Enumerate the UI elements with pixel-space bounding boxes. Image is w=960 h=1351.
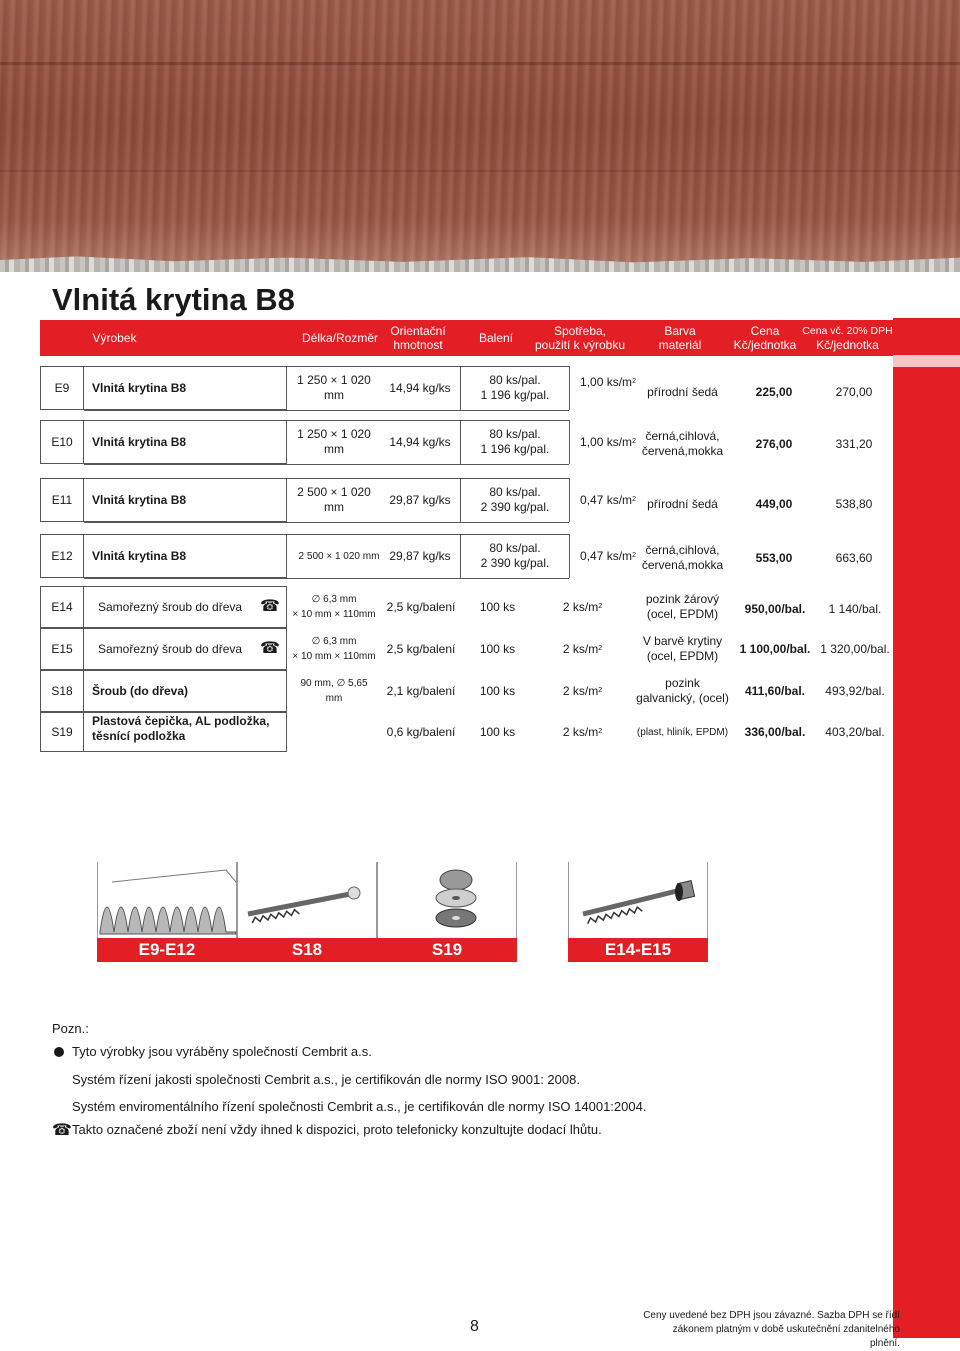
row-use: 2 ks/m 2 xyxy=(562,641,603,656)
row-price-vat: 538,80 xyxy=(835,496,873,511)
phone-icon: ☎ xyxy=(260,640,280,657)
row-pack: 100 ks xyxy=(479,683,516,698)
row-name: Šroub (do dřeva) xyxy=(92,683,189,698)
washer-cap-icon xyxy=(378,862,518,938)
page-number: 8 xyxy=(470,1318,479,1335)
row-weight: 29,87 kg/ks xyxy=(389,548,451,563)
row-dim: 2 500 × 1 020 mm xyxy=(297,485,371,514)
row-use: 2 ks/m 2 xyxy=(562,683,603,698)
row-weight: 29,87 kg/ks xyxy=(389,492,451,507)
row-weight: 2,1 kg/balení xyxy=(386,683,456,698)
row-price: 1 100,00/bal. xyxy=(739,641,811,656)
table-header xyxy=(40,320,893,356)
row-weight: 14,94 kg/ks xyxy=(389,434,451,449)
row-price: 225,00 xyxy=(755,384,793,399)
row-code: S19 xyxy=(40,712,84,752)
th-barva: Barva materiál xyxy=(658,324,702,352)
row-price-vat: 403,20/bal. xyxy=(825,724,885,739)
row-color: pozink žárový (ocel, EPDM) xyxy=(645,592,720,621)
roof-photo xyxy=(0,0,960,272)
bullet-icon xyxy=(54,1047,64,1057)
row-name: Vlnitá krytina B8 xyxy=(92,380,187,395)
page-title: Vlnitá krytina B8 xyxy=(52,282,295,317)
footer-note: Ceny uvedené bez DPH jsou závazné. Sazba DPH se řídí zákonem platným v době uskutečnění zdanitelného plnění. xyxy=(643,1310,900,1349)
table-row xyxy=(40,628,893,670)
row-price: 553,00 xyxy=(755,550,793,565)
row-name: Plastová čepička, AL podložka, těsnící podložka xyxy=(92,714,270,743)
th-spotreba: Spotřeba, použití k výrobku xyxy=(534,324,626,352)
row-pack: 80 ks/pal. 1 196 kg/pal. xyxy=(480,373,550,402)
row-pack: 100 ks xyxy=(479,641,516,656)
row-name: Samořezný šroub do dřeva xyxy=(98,641,243,656)
row-color: přírodní šedá xyxy=(647,384,718,399)
row-dim: 1 250 × 1 020 mm xyxy=(297,373,371,402)
image-caption: E9-E12 xyxy=(97,938,237,962)
note-line: Tyto výrobky jsou vyráběny společností Cembrit a.s. xyxy=(72,1044,372,1059)
row-price-vat: 493,92/bal. xyxy=(825,683,885,698)
row-dim: 1 250 × 1 020 mm xyxy=(297,427,371,456)
row-price: 276,00 xyxy=(755,436,793,451)
row-name: Samořezný šroub do dřeva xyxy=(98,599,243,614)
row-color: černá,cihlová, červená,mokka xyxy=(641,429,724,458)
th-vyrobek: Výrobek xyxy=(92,331,137,345)
row-use: 2 ks/m 2 xyxy=(562,599,603,614)
row-use: 1,00 ks/m 2 xyxy=(580,434,636,449)
row-code: E14 xyxy=(40,586,84,628)
gravel-strip xyxy=(0,248,960,272)
row-dim: 90 mm, ∅ 5,65 mm xyxy=(300,678,368,704)
table-row xyxy=(40,534,893,578)
row-weight: 14,94 kg/ks xyxy=(389,380,451,395)
row-dim: ∅ 6,3 mm × 10 mm × 110mm xyxy=(292,636,376,662)
row-dim: 2 500 × 1 020 mm xyxy=(298,550,380,562)
row-dim: ∅ 6,3 mm × 10 mm × 110mm xyxy=(292,594,376,620)
th-cena-dph: Cena vč. 20% DPH Kč/jednotka xyxy=(802,325,893,352)
row-color: pozink galvanický, (ocel) xyxy=(636,676,729,705)
table-row xyxy=(40,366,893,410)
notes-heading: Pozn.: xyxy=(52,1021,89,1036)
th-cena: Cena Kč/jednotka xyxy=(733,324,797,352)
row-name: Vlnitá krytina B8 xyxy=(92,548,187,563)
row-code: E9 xyxy=(40,366,84,410)
phone-icon: ☎ xyxy=(52,1122,72,1139)
corrugated-sheet-icon xyxy=(98,862,238,938)
row-color: V barvě krytiny (ocel, EPDM) xyxy=(642,634,723,663)
row-code: E15 xyxy=(40,628,84,670)
red-sidebar xyxy=(893,318,960,1338)
row-price-vat: 270,00 xyxy=(835,384,873,399)
row-name: Vlnitá krytina B8 xyxy=(92,434,187,449)
th-delka: Délka/Rozměr xyxy=(301,331,379,345)
sheet-overlap xyxy=(0,62,960,65)
row-pack: 100 ks xyxy=(479,724,516,739)
row-color: přírodní šedá xyxy=(647,496,718,511)
image-caption: S18 xyxy=(237,938,377,962)
row-price-vat: 1 140/bal. xyxy=(828,601,882,616)
row-color: černá,cihlová, červená,mokka xyxy=(641,543,724,572)
sidebar-gap xyxy=(893,355,960,367)
row-price: 336,00/bal. xyxy=(744,724,806,739)
row-use: 1,00 ks/m 2 xyxy=(580,374,636,389)
row-price: 950,00/bal. xyxy=(744,601,806,616)
phone-icon: ☎ xyxy=(260,598,280,615)
row-code: E12 xyxy=(40,534,84,578)
row-price-vat: 331,20 xyxy=(835,436,873,451)
table-row xyxy=(40,712,893,752)
note-line: Systém enviromentálního řízení společnosti Cembrit a.s., je certifikován dle normy ISO 14001:2004. xyxy=(72,1099,647,1114)
row-use: 0,47 ks/m 2 xyxy=(580,492,636,507)
row-price: 449,00 xyxy=(755,496,793,511)
row-weight: 2,5 kg/balení xyxy=(386,641,456,656)
row-weight: 2,5 kg/balení xyxy=(386,599,456,614)
row-pack: 100 ks xyxy=(479,599,516,614)
row-pack: 80 ks/pal. 2 390 kg/pal. xyxy=(480,541,550,570)
row-name: Vlnitá krytina B8 xyxy=(92,492,187,507)
table-row xyxy=(40,478,893,522)
row-code: S18 xyxy=(40,670,84,712)
table-row xyxy=(40,420,893,464)
sheet-overlap xyxy=(0,170,960,172)
row-code: E10 xyxy=(40,420,84,464)
th-hmotnost: Orientační hmotnost xyxy=(390,324,446,352)
image-caption: S19 xyxy=(377,938,517,962)
row-code: E11 xyxy=(40,478,84,522)
screw-icon xyxy=(238,862,378,938)
image-caption: E14-E15 xyxy=(568,938,708,962)
table-row xyxy=(40,670,893,712)
row-use: 2 ks/m 2 xyxy=(562,724,603,739)
row-color: (plast, hliník, EPDM) xyxy=(636,726,729,738)
row-weight: 0,6 kg/balení xyxy=(386,724,456,739)
note-line: Systém řízení jakosti společnosti Cembrit a.s., je certifikován dle normy ISO 9001: 2008. xyxy=(72,1072,580,1087)
note-line: Takto označené zboží není vždy ihned k dispozici, proto telefonicky konzultujte dodací lhůtu. xyxy=(72,1122,602,1137)
table-row xyxy=(40,586,893,628)
row-pack: 80 ks/pal. 1 196 kg/pal. xyxy=(480,427,550,456)
row-price-vat: 663,60 xyxy=(835,550,873,565)
self-tapping-screw-icon xyxy=(569,862,709,938)
row-pack: 80 ks/pal. 2 390 kg/pal. xyxy=(480,485,550,514)
th-baleni: Balení xyxy=(478,331,514,345)
row-price-vat: 1 320,00/bal. xyxy=(820,641,890,656)
row-price: 411,60/bal. xyxy=(744,683,806,698)
row-use: 0,47 ks/m 2 xyxy=(580,548,636,563)
